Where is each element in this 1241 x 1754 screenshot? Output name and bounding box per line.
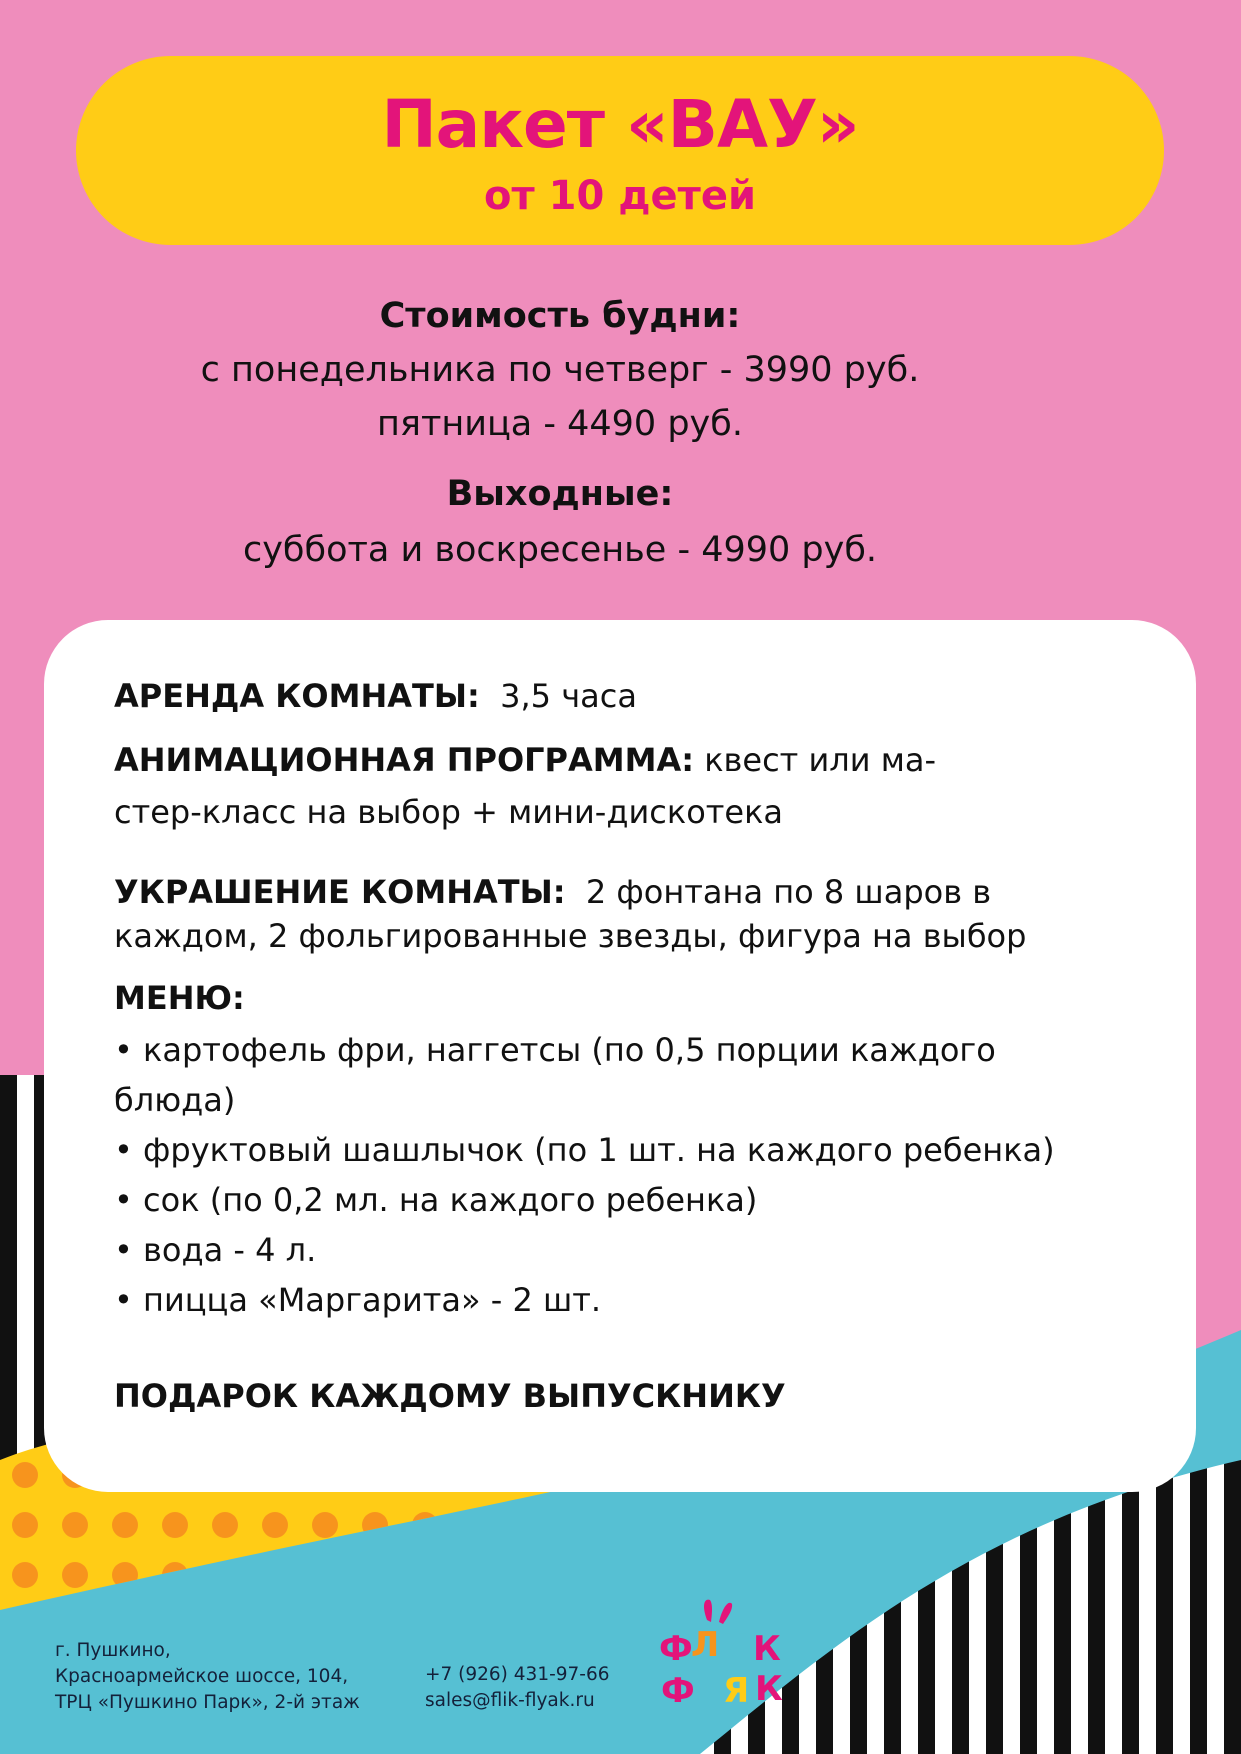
animation-label: АНИМАЦИОННАЯ ПРОГРАММА: (114, 741, 695, 779)
phone-link[interactable]: +7 (926) 431-97-66 (425, 1664, 610, 1685)
weekday-heading: Стоимость будни: (379, 296, 741, 336)
animation-value-line1: квест или ма- (704, 741, 936, 779)
decor-value-line1: 2 фонтана по 8 шаров в (585, 873, 992, 911)
footer-address (55, 1638, 395, 1716)
address-line: Красноармейское шоссе, 104, (55, 1666, 349, 1687)
decor-label: УКРАШЕНИЕ КОМНАТЫ: (114, 873, 566, 911)
gift-line: ПОДАРОК КАЖДОМУ ВЫПУСКНИКУ (114, 1377, 786, 1415)
animation-value-line2: стер-класс на выбор + мини-дискотека (114, 793, 784, 831)
logo-letter: Ф (661, 1671, 695, 1711)
package-title: Пакет «ВАУ» (381, 86, 859, 163)
header-pill (76, 56, 1164, 245)
menu-item: • фруктовый шашлычок (по 1 шт. на каждого ребенка) (114, 1131, 1055, 1169)
weekday-fri-price: пятница - 4490 руб. (377, 404, 743, 444)
logo-letter: К (753, 1629, 781, 1669)
rent-value: 3,5 часа (500, 677, 637, 715)
menu-label: МЕНЮ: (114, 979, 245, 1017)
weekend-heading: Выходные: (446, 474, 674, 514)
logo-letter: Я (723, 1671, 750, 1711)
decor-row (114, 868, 1134, 916)
menu-item: • сок (по 0,2 мл. на каждого ребенка) (114, 1181, 758, 1219)
rent-row (114, 672, 1134, 720)
weekday-mon-thu-price: с понедельника по четверг - 3990 руб. (200, 350, 920, 390)
details-card (44, 620, 1196, 1492)
menu-item: блюда) (114, 1081, 236, 1119)
logo-letter: И (721, 1627, 750, 1667)
logo-letter: К (755, 1669, 783, 1709)
package-subtitle: от 10 детей (484, 173, 756, 219)
left-stripes (0, 1075, 46, 1495)
rent-label: АРЕНДА КОМНАТЫ: (114, 677, 480, 715)
weekend-price: суббота и воскресенье - 4990 руб. (242, 530, 878, 570)
menu-item: • пицца «Маргарита» - 2 шт. (114, 1281, 602, 1319)
address-line: г. Пушкино, (55, 1640, 171, 1661)
menu-item: • вода - 4 л. (114, 1231, 317, 1269)
bunny-ear-icon (704, 1600, 712, 1622)
menu-item: • картофель фри, наггетсы (по 0,5 порции каждого (114, 1031, 996, 1069)
animation-row (114, 736, 1134, 784)
logo-letter: Ф (659, 1629, 693, 1669)
flik-flyak-logo (655, 1598, 795, 1716)
address-line: ТРЦ «Пушкино Парк», 2-й этаж (55, 1692, 360, 1713)
bunny-ear-icon (719, 1603, 732, 1624)
email-link[interactable]: sales@flik-flyak.ru (425, 1690, 595, 1711)
footer-contacts (425, 1662, 665, 1714)
decor-value-line2: каждом, 2 фольгированные звезды, фигура на выбор (114, 917, 1027, 955)
logo-letter: Л (691, 1625, 720, 1665)
logo-letter: Л (693, 1669, 722, 1709)
